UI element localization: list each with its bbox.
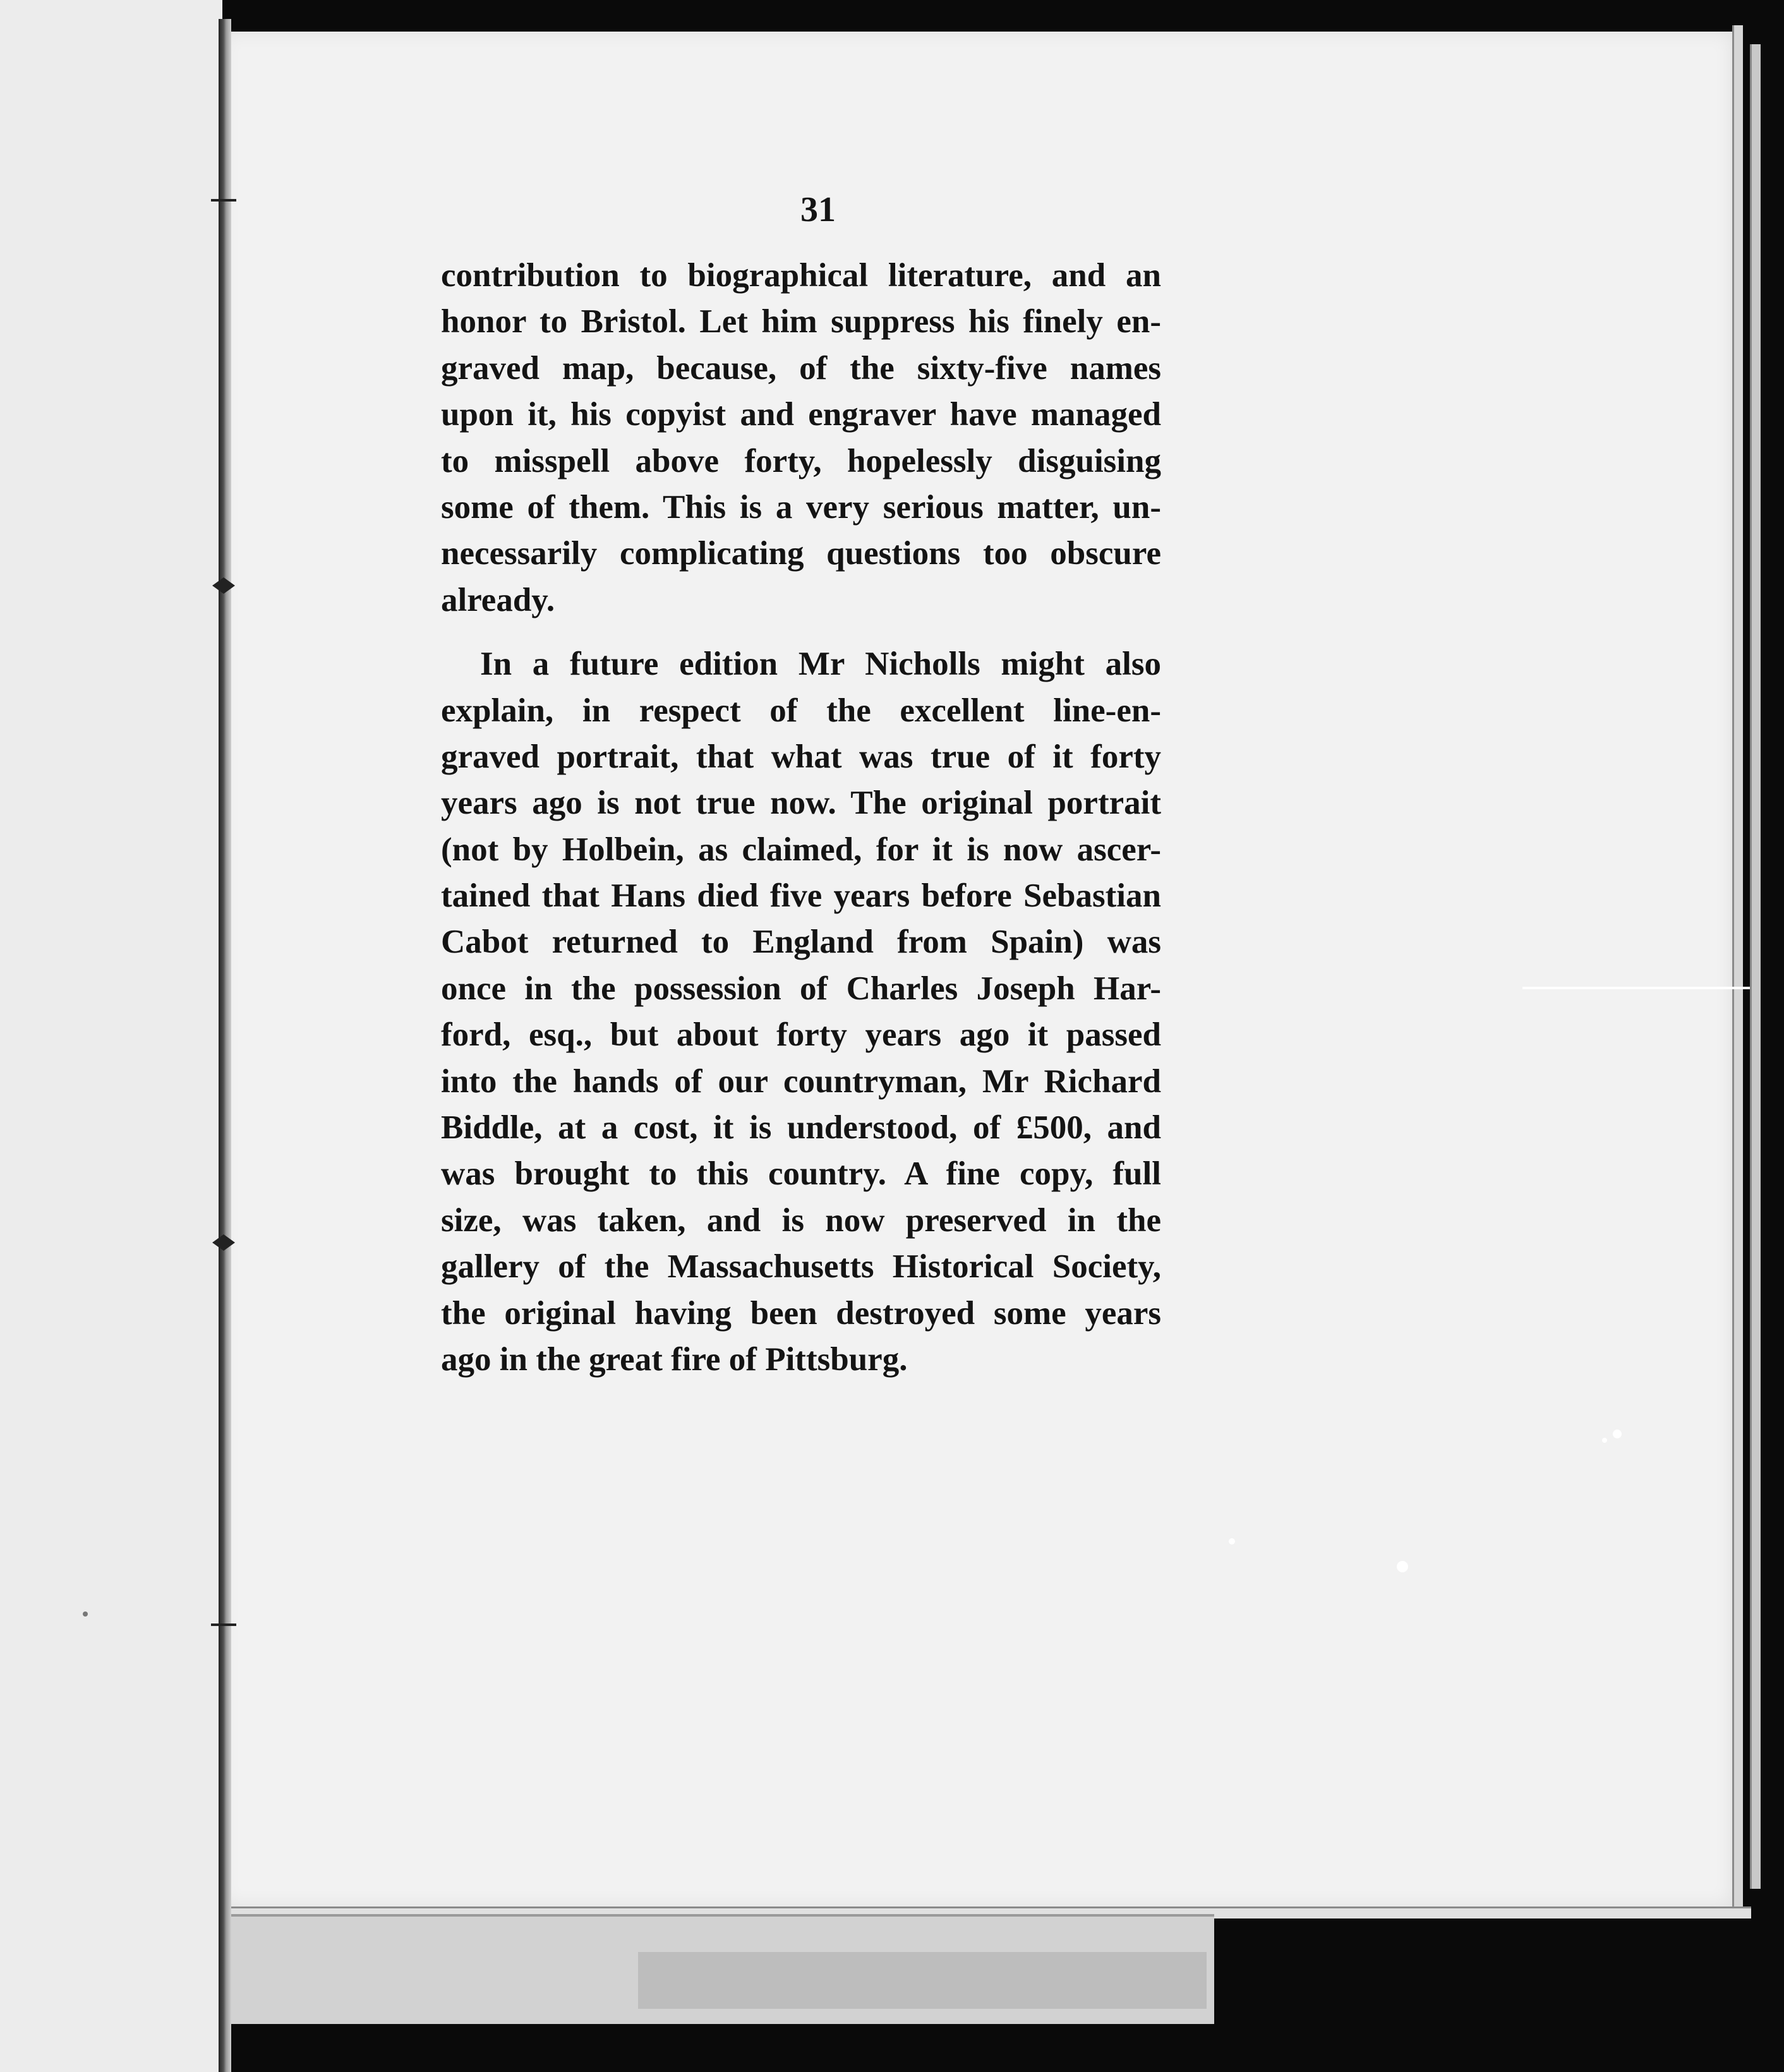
text-line: the original having been destroyed some years [441,1294,1161,1332]
text-line: into the hands of our countryman, Mr Richard [441,1063,1161,1100]
text-line: contribution to biographical literature, and an [441,257,1161,294]
text-line: graved portrait, that what was true of it forty [441,738,1161,775]
text-line: to misspell above forty, hopelessly disguising [441,442,1161,479]
text-line: In a future edition Mr Nicholls might also [480,646,1161,683]
under-page-strip-2 [638,1952,1207,2009]
text-line: size, was taken, and is now preserved in the [441,1202,1161,1239]
text-line: Cabot returned to England from Spain) was [441,924,1161,961]
text-line: was brought to this country. A fine copy, full [441,1155,1161,1193]
text-line: necessarily complicating questions too obscure [441,535,1161,572]
text-line: honor to Bristol. Let him suppress his finely en- [441,303,1161,340]
text-line: some of them. This is a very serious matter, un- [441,488,1161,526]
binding-stitch-1 [208,190,239,211]
binding-stitch-2 [208,575,239,596]
text-line: ago in the great fire of Pittsburg. [441,1340,908,1378]
page-stack-edge-right [1732,25,1743,1914]
text-line: gallery of the Massachusetts Historical Society, [441,1248,1161,1286]
body-text [441,253,1161,1383]
page-number: 31 [800,190,836,229]
paragraph-2 [441,641,1161,1383]
text-line: graved map, because, of the sixty-five names [441,349,1161,387]
binding-stitch-4 [208,1614,239,1635]
text-line: tained that Hans died five years before Sebastian [441,877,1161,915]
facing-blank-page [0,0,222,2072]
binding-gutter [219,19,231,2072]
text-line: once in the possession of Charles Joseph Har- [441,970,1161,1007]
text-line: (not by Holbein, as claimed, for it is now ascer- [441,831,1161,868]
binding-stitch-3 [208,1232,239,1253]
text-line: Biddle, at a cost, it is understood, of £500, and [441,1109,1161,1147]
text-line: years ago is not true now. The original portrait [441,785,1161,822]
text-line: ford, esq., but about forty years ago it passed [441,1016,1161,1054]
text-line: already. [441,581,555,618]
text-line: upon it, his copyist and engraver have managed [441,396,1161,433]
paragraph-1 [441,253,1161,623]
page-stack-edge-right-2 [1750,44,1761,1889]
text-line: explain, in respect of the excellent line-en- [441,692,1161,729]
